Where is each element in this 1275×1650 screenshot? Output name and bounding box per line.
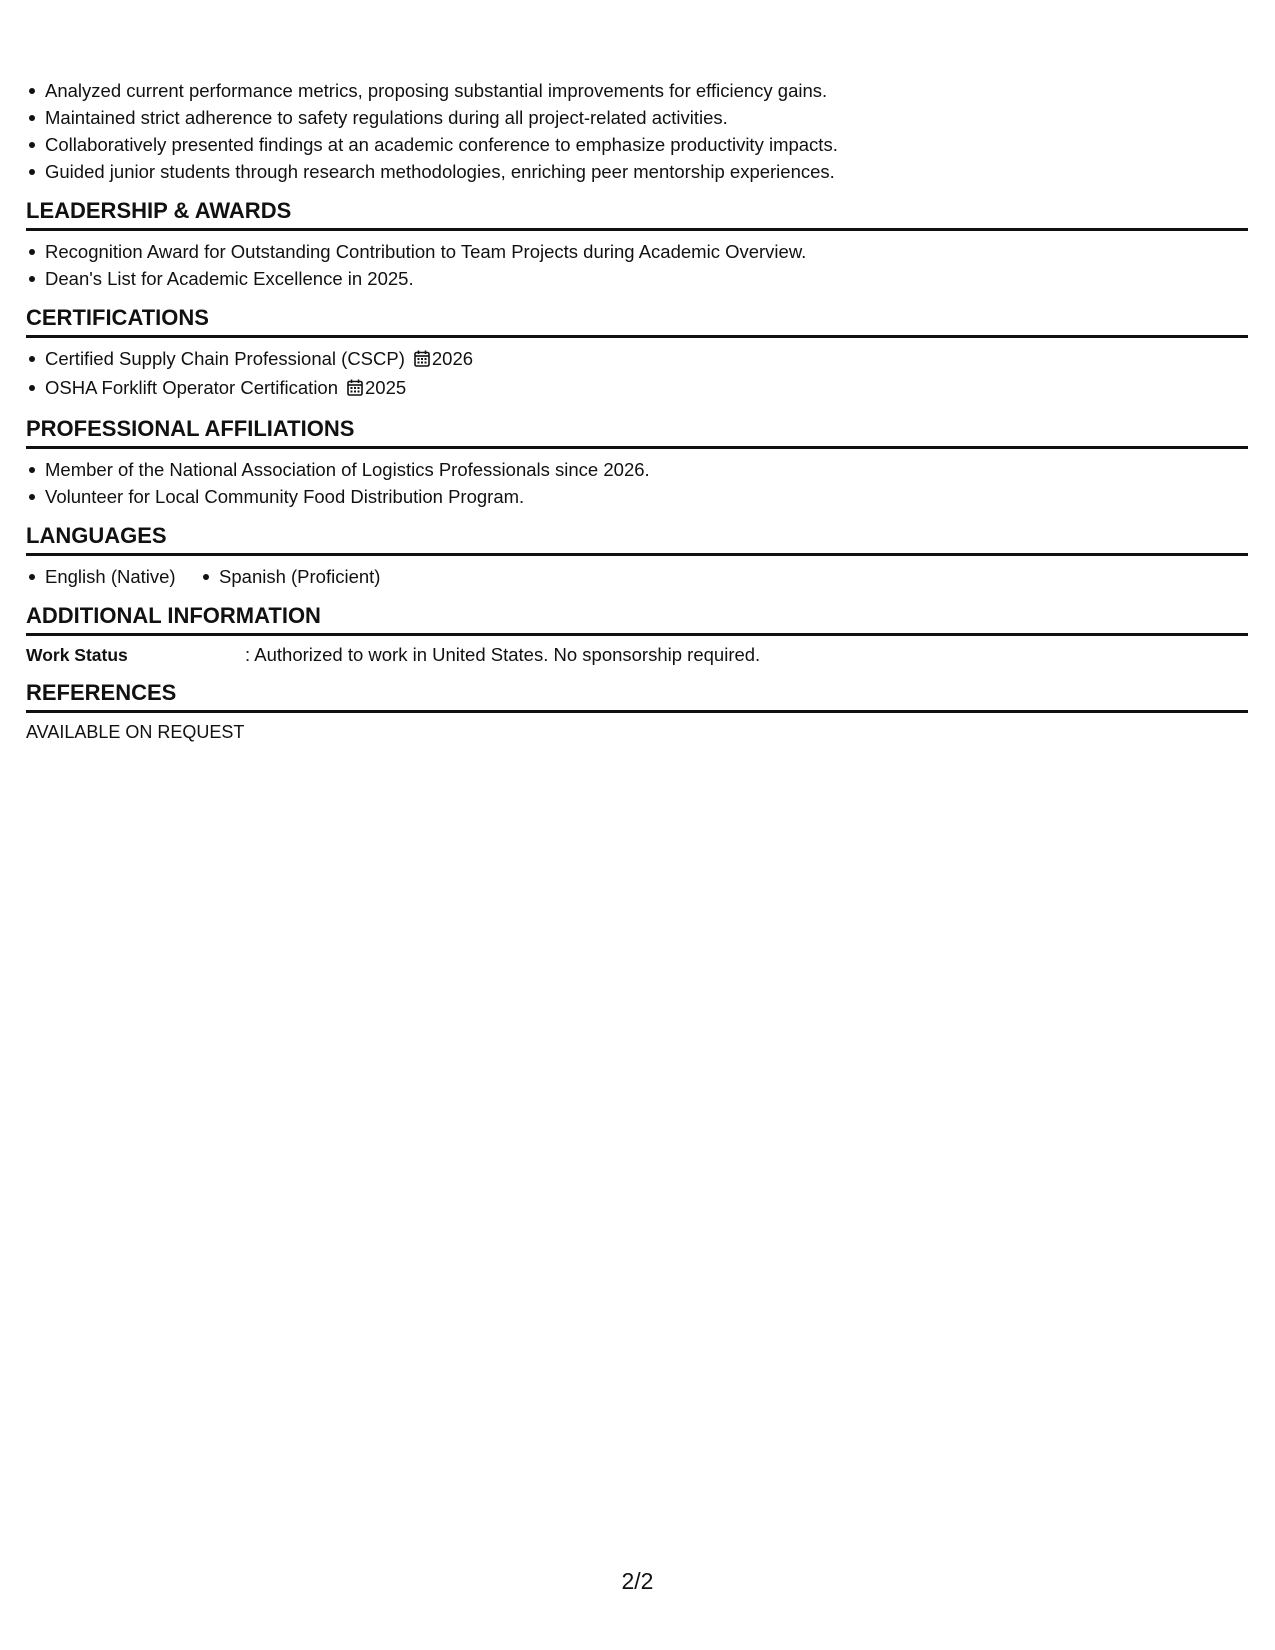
references-section bbox=[26, 680, 1248, 744]
affiliations-list bbox=[26, 456, 1248, 510]
list-item: Dean's List for Academic Excellence in 2025. bbox=[26, 265, 1248, 292]
affiliations-section bbox=[26, 416, 1248, 510]
list-item: Collaboratively presented findings at an academic conference to emphasize productivity impacts. bbox=[26, 131, 1248, 158]
certification-year: 2026 bbox=[431, 348, 474, 369]
leadership-section bbox=[26, 198, 1248, 292]
section-title: PROFESSIONAL AFFILIATIONS bbox=[26, 416, 1248, 449]
references-text: AVAILABLE ON REQUEST bbox=[26, 722, 245, 742]
list-item: Analyzed current performance metrics, proposing substantial improvements for efficiency gains. bbox=[26, 77, 1248, 104]
list-item: Guided junior students through research methodologies, enriching peer mentorship experiences. bbox=[26, 158, 1248, 185]
certification-name: OSHA Forklift Operator Certification bbox=[45, 377, 339, 398]
leadership-list bbox=[26, 238, 1248, 292]
languages-section bbox=[26, 523, 1248, 590]
certification-item bbox=[26, 374, 1248, 403]
certifications-section bbox=[26, 305, 1248, 403]
list-item: Maintained strict adherence to safety regulations during all project-related activities. bbox=[26, 104, 1248, 131]
certification-name: Certified Supply Chain Professional (CSCP) bbox=[45, 348, 405, 369]
list-item: Member of the National Association of Logistics Professionals since 2026. bbox=[26, 456, 1248, 483]
language-item: Spanish (Proficient) bbox=[200, 563, 380, 590]
section-title: CERTIFICATIONS bbox=[26, 305, 1248, 338]
work-status-label: Work Status bbox=[26, 645, 128, 665]
list-item: Recognition Award for Outstanding Contribution to Team Projects during Academic Overview. bbox=[26, 238, 1248, 265]
section-title: LANGUAGES bbox=[26, 523, 1248, 556]
section-title: ADDITIONAL INFORMATION bbox=[26, 603, 1248, 636]
work-status-row bbox=[26, 643, 1248, 667]
resume-page bbox=[26, 0, 1248, 744]
calendar-icon bbox=[347, 376, 363, 403]
section-title: LEADERSHIP & AWARDS bbox=[26, 198, 1248, 231]
experience-bullet-list bbox=[26, 77, 1248, 185]
language-item: English (Native) bbox=[26, 563, 176, 590]
calendar-icon bbox=[414, 347, 430, 374]
section-title: REFERENCES bbox=[26, 680, 1248, 713]
certification-year: 2025 bbox=[365, 377, 407, 398]
certifications-list bbox=[26, 345, 1248, 403]
work-status-value: : Authorized to work in United States. No sponsorship required. bbox=[245, 644, 761, 665]
languages-list bbox=[26, 563, 1248, 590]
certification-item bbox=[26, 345, 1248, 374]
list-item: Volunteer for Local Community Food Distribution Program. bbox=[26, 483, 1248, 510]
page-number: 2/2 bbox=[621, 1568, 654, 1594]
additional-info-section bbox=[26, 603, 1248, 667]
